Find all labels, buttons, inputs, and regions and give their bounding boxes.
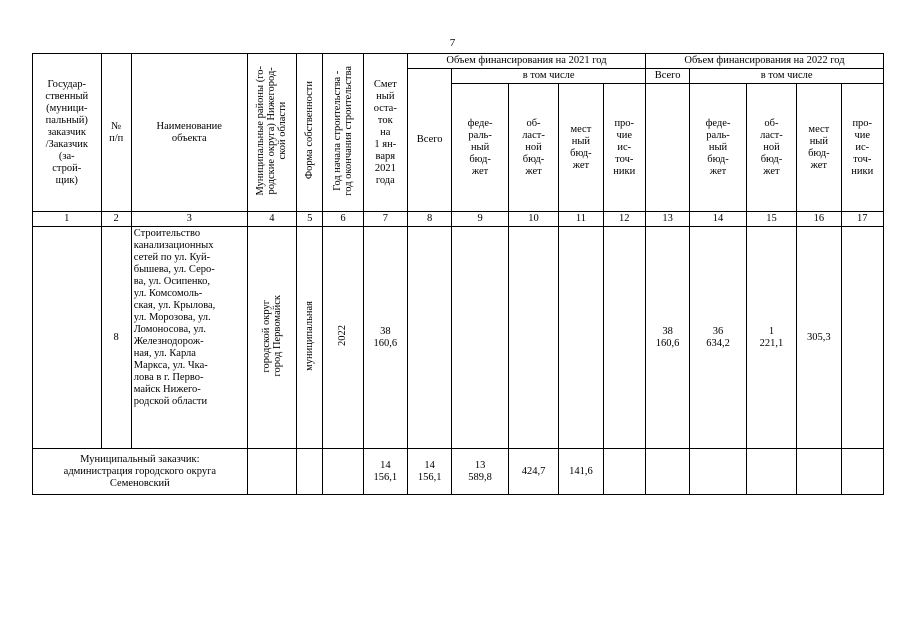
row-total-2022: 38 160,6 [645, 227, 689, 449]
header-total-2022-blank [645, 84, 689, 212]
header-including-2021: в том числе [452, 69, 646, 84]
column-number: 10 [508, 212, 558, 227]
header-fin-2021: Объем финансирования на 2021 год [408, 54, 646, 69]
header-total-2021: Всего [408, 69, 452, 212]
header-federal-2022: феде- раль- ный бюд- жет [690, 84, 746, 212]
header-customer: Государ- ственный (муници- пальный) заказчик /Заказчик (за- строй- щик) [33, 54, 102, 212]
financing-table [32, 53, 884, 495]
column-number-row [33, 212, 884, 227]
row-total-2021 [408, 227, 452, 449]
row-years: 2022 [323, 227, 363, 449]
column-number: 4 [247, 212, 296, 227]
header-local-2021: мест ный бюд- жет [559, 84, 603, 212]
summary-label: Муниципальный заказчик: администрация городского округа Семеновский [33, 449, 248, 495]
summary-cell [247, 449, 296, 495]
header-ownership: Форма собственности [297, 54, 323, 212]
column-number: 3 [131, 212, 247, 227]
column-number: 11 [559, 212, 603, 227]
summary-cell [841, 449, 883, 495]
row-federal-2021 [452, 227, 508, 449]
summary-cell [323, 449, 363, 495]
header-local-2022: мест ный бюд- жет [797, 84, 841, 212]
row-ownership: муниципальная [297, 227, 323, 449]
header-fin-2022: Объем финансирования на 2022 год [645, 54, 883, 69]
column-number: 1 [33, 212, 102, 227]
row-customer [33, 227, 102, 449]
table-row [33, 227, 884, 449]
header-federal-2021: феде- раль- ный бюд- жет [452, 84, 508, 212]
row-object-name: Строительство канализационных сетей по ул. Куй- бышева, ул. Серо- ва, ул. Осипенко, ул. Комсомоль- ская, ул. Крылова, ул. Морозова, ул. Ломоносова, ул. Железнодорож- ная, ул. Карла Маркса, ул. Чка- лова в г. Перво- майск Нижего- родской области [131, 227, 247, 449]
header-regional-2021: об- ласт- ной бюд- жет [508, 84, 558, 212]
page-number: 7 [449, 37, 456, 49]
summary-row [33, 449, 884, 495]
column-number: 2 [101, 212, 131, 227]
summary-cell [797, 449, 841, 495]
column-number: 15 [746, 212, 796, 227]
column-number: 5 [297, 212, 323, 227]
header-total-2022: Всего [645, 69, 689, 84]
row-other-2021 [603, 227, 645, 449]
column-number: 16 [797, 212, 841, 227]
column-number: 9 [452, 212, 508, 227]
column-number: 7 [363, 212, 407, 227]
header-regional-2022: об- ласт- ной бюд- жет [746, 84, 796, 212]
header-object-name: Наименование объекта [131, 54, 247, 212]
header-other-2022: про- чие ис- точ- ники [841, 84, 883, 212]
column-number: 8 [408, 212, 452, 227]
column-number: 12 [603, 212, 645, 227]
row-other-2022 [841, 227, 883, 449]
row-district: городской округ город Первомайск [247, 227, 296, 449]
column-number: 6 [323, 212, 363, 227]
row-regional-2021 [508, 227, 558, 449]
column-number: 14 [690, 212, 746, 227]
row-estimate: 38 160,6 [363, 227, 407, 449]
header-years: Год начала строительства - год окончания строительства [323, 54, 363, 212]
summary-cell [746, 449, 796, 495]
header-estimate: Смет ный оста- ток на 1 ян- варя 2021 года [363, 54, 407, 212]
header-other-2021: про- чие ис- точ- ники [603, 84, 645, 212]
row-local-2021 [559, 227, 603, 449]
column-number: 17 [841, 212, 883, 227]
column-number: 13 [645, 212, 689, 227]
summary-cell [603, 449, 645, 495]
summary-local-2021: 141,6 [559, 449, 603, 495]
header-districts: Муниципальные районы (го- родские округа) Нижегород- ской области [247, 54, 296, 212]
header-including-2022: в том числе [690, 69, 884, 84]
summary-cell [690, 449, 746, 495]
row-local-2022: 305,3 [797, 227, 841, 449]
summary-estimate: 14 156,1 [363, 449, 407, 495]
summary-cell [645, 449, 689, 495]
row-number: 8 [101, 227, 131, 449]
header-number: № п/п [101, 54, 131, 212]
row-regional-2022: 1 221,1 [746, 227, 796, 449]
summary-regional-2021: 424,7 [508, 449, 558, 495]
summary-federal-2021: 13 589,8 [452, 449, 508, 495]
summary-total-2021: 14 156,1 [408, 449, 452, 495]
row-federal-2022: 36 634,2 [690, 227, 746, 449]
summary-cell [297, 449, 323, 495]
